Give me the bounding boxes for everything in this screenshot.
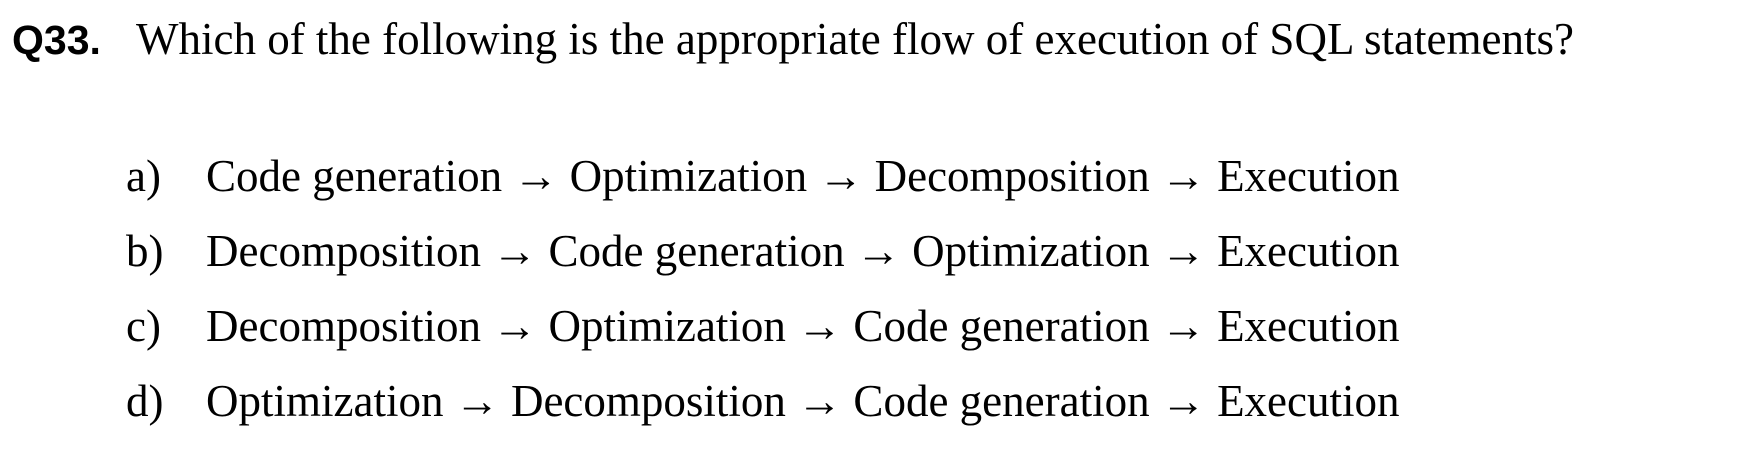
question-header [12,4,1574,85]
option-label: b) [126,226,164,276]
option-label: c) [126,301,161,351]
option-text: Decomposition → Code generation → Optimization → Execution [206,226,1400,276]
option-c[interactable] [126,289,1400,364]
question-text: Which of the following is the appropriate flow of execution of SQL statements? [136,14,1574,64]
option-b[interactable] [126,214,1400,289]
option-label: d) [126,376,164,426]
answer-options [126,139,1400,439]
question-number: Q33. [12,17,101,63]
option-a[interactable] [126,139,1400,214]
option-d[interactable] [126,364,1400,439]
option-text: Code generation → Optimization → Decomposition → Execution [206,151,1400,201]
option-text: Optimization → Decomposition → Code generation → Execution [206,376,1400,426]
option-label: a) [126,151,161,201]
option-text: Decomposition → Optimization → Code generation → Execution [206,301,1400,351]
